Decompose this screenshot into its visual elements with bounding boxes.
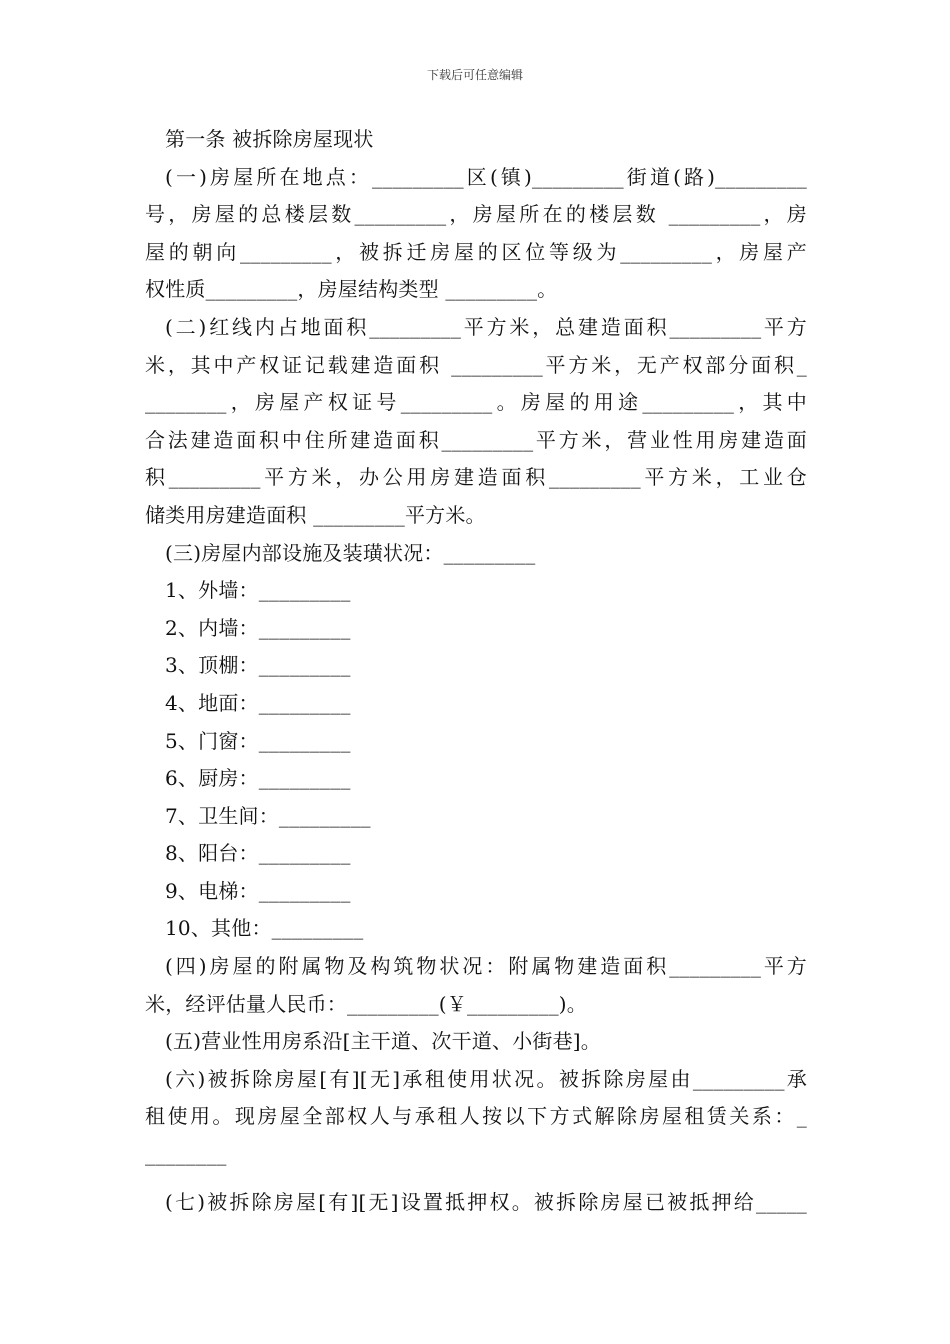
list-item: 2、内墙：_________ xyxy=(165,615,351,640)
paragraph-spacer xyxy=(145,1174,807,1184)
document-body xyxy=(145,121,807,1221)
paragraph-line: (七)被拆除房屋[有][无]设置抵押权。被拆除房屋已被抵押给_____ xyxy=(165,1189,807,1214)
paragraph-line: (四)房屋的附属物及构筑物状况：附属物建造面积_________平方 xyxy=(165,954,807,979)
list-item: 10、其他：_________ xyxy=(165,916,364,941)
paragraph-line: 积_________平方米，办公用房建造面积_________平方米，工业仓 xyxy=(145,465,807,490)
list-item: 6、厨房：_________ xyxy=(165,766,351,791)
paragraph-line: 米，经评估量人民币：_________(￥_________)。 xyxy=(145,991,588,1016)
list-item: 9、电梯：_________ xyxy=(165,878,351,903)
paragraph-line: 米，其中产权证记载建造面积 _________平方米，无产权部分面积_ xyxy=(145,352,807,377)
list-item: 5、门窗：_________ xyxy=(165,728,351,753)
list-item: 1、外墙：_________ xyxy=(165,578,351,603)
paragraph-line: 合法建造面积中住所建造面积_________平方米，营业性用房建造面 xyxy=(145,427,807,452)
list-item: 3、顶棚：_________ xyxy=(165,653,351,678)
paragraph-line: ________，房屋产权证号_________。房屋的用途_________，其中 xyxy=(145,390,807,415)
paragraph-line: 储类用房建造面积 _________平方米。 xyxy=(145,502,486,527)
page-header: 下载后可任意编辑 xyxy=(426,68,523,82)
paragraph-line: 号，房屋的总楼层数_________，房屋所在的楼层数 _________，房 xyxy=(145,202,807,227)
paragraph-line: (六)被拆除房屋[有][无]承租使用状况。被拆除房屋由_________承 xyxy=(165,1066,807,1091)
list-item: 8、阳台：_________ xyxy=(165,841,351,866)
paragraph-line: (二)红线内占地面积_________平方米，总建造面积_________平方 xyxy=(165,314,807,339)
paragraph-line: (三)房屋内部设施及装璜状况：_________ xyxy=(165,540,536,565)
paragraph-line: (五)营业性用房系沿[主干道、次干道、小街巷]。 xyxy=(165,1029,602,1054)
list-item: 4、地面：_________ xyxy=(165,690,351,715)
paragraph-line: ________ xyxy=(145,1142,227,1167)
list-item: 7、卫生间：_________ xyxy=(165,803,371,828)
article-title: 第一条 被拆除房屋现状 xyxy=(165,127,374,151)
paragraph-line: 权性质_________，房屋结构类型 _________。 xyxy=(145,277,558,302)
paragraph-line: 屋的朝向_________，被拆迁房屋的区位等级为_________，房屋产 xyxy=(145,239,807,264)
paragraph-line: (一)房屋所在地点：_________区(镇)_________街道(路)_________ xyxy=(165,164,807,189)
paragraph-line: 租使用。现房屋全部权人与承租人按以下方式解除房屋租赁关系：_ xyxy=(145,1104,807,1129)
